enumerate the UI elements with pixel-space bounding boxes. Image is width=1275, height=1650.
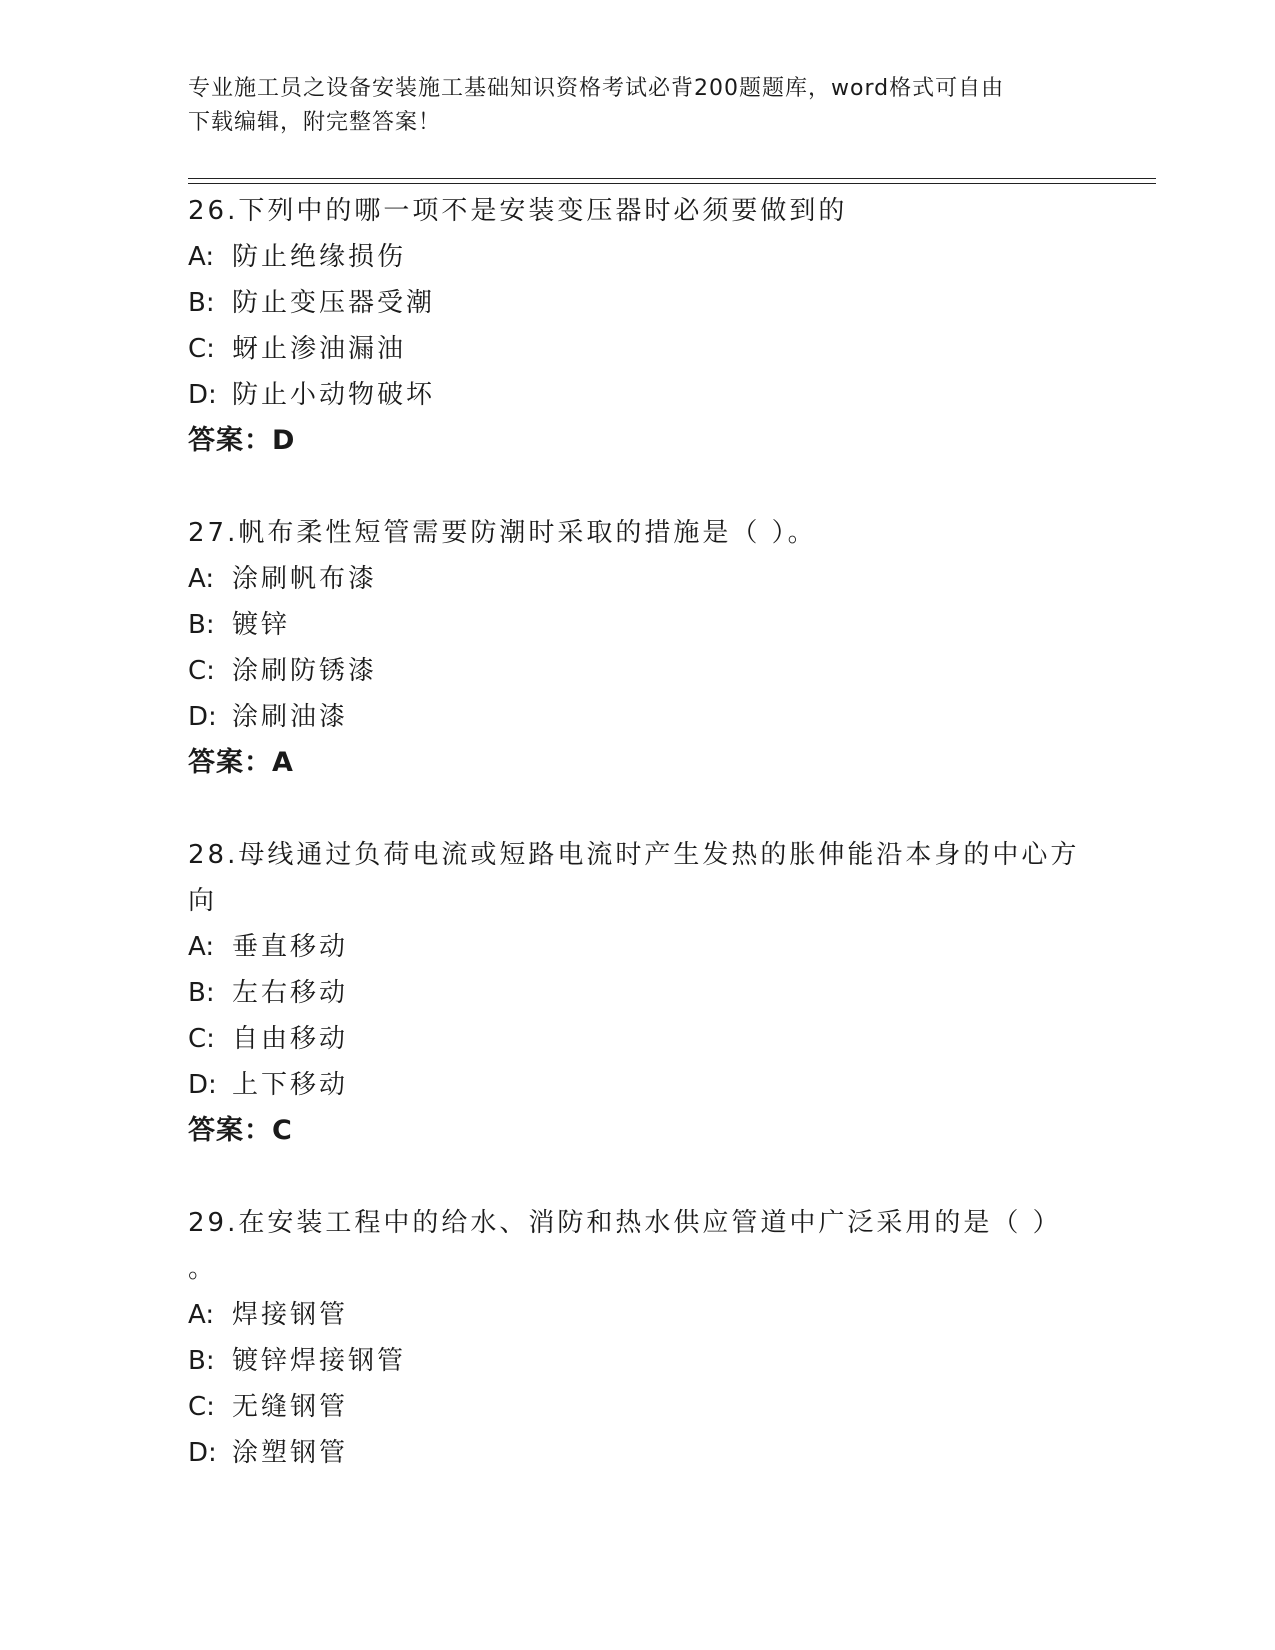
answer-line: 答案：A [188,747,294,778]
option-text: 镀锌 [232,610,291,640]
option-a [188,234,1108,280]
option-letter: A: [188,242,215,272]
option-letter: B: [188,610,215,640]
option-text: 涂刷帆布漆 [232,564,378,594]
question-stem: 26.下列中的哪一项不是安装变压器时必须要做到的 [188,196,848,226]
option-a [188,556,1108,602]
option-letter: C: [188,334,215,364]
option-d [188,372,1108,418]
option-letter: C: [188,1392,215,1422]
option-letter: A: [188,1300,215,1330]
option-letter: A: [188,564,215,594]
option-letter: D: [188,1438,217,1468]
option-text: 上下移动 [232,1070,349,1100]
question-27 [188,510,1108,786]
option-a [188,1292,1108,1338]
option-d [188,1430,1108,1476]
question-stem: 29.在安装工程中的给水、消防和热水供应管道中广泛采用的是（ ） [188,1208,1062,1238]
answer-line: 答案：C [188,1115,293,1146]
option-text: 镀锌焊接钢管 [232,1346,407,1376]
option-letter: B: [188,1346,215,1376]
option-c [188,648,1108,694]
question-stem-continuation: 。 [188,1254,215,1284]
option-text: 焊接钢管 [232,1300,349,1330]
header-line-2: 下载编辑，附完整答案！ [188,110,442,135]
question-stem-continuation: 向 [188,886,215,916]
question-list [188,188,1108,1476]
question-29 [188,1200,1108,1476]
option-b [188,970,1108,1016]
question-28 [188,832,1108,1154]
option-b [188,280,1108,326]
option-text: 左右移动 [232,978,349,1008]
question-spacer [188,464,1108,510]
option-c [188,1384,1108,1430]
header-divider-bottom [188,183,1156,184]
question-stem: 27.帆布柔性短管需要防潮时采取的措施是（ ）。 [188,518,817,548]
question-26 [188,188,1108,464]
option-b [188,1338,1108,1384]
header-line-1: 专业施工员之设备安装施工基础知识资格考试必背200题题库，word格式可自由 [188,76,1005,101]
option-text: 涂塑钢管 [232,1438,349,1468]
option-letter: D: [188,380,217,410]
option-text: 无缝钢管 [232,1392,349,1422]
option-letter: B: [188,978,215,1008]
question-spacer [188,786,1108,832]
option-letter: A: [188,932,215,962]
option-a [188,924,1108,970]
option-d [188,1062,1108,1108]
option-d [188,694,1108,740]
option-letter: D: [188,1070,217,1100]
option-text: 涂刷油漆 [232,702,349,732]
option-b [188,602,1108,648]
answer-line: 答案：D [188,425,296,456]
option-text: 防止变压器受潮 [232,288,436,318]
option-c [188,1016,1108,1062]
option-text: 蚜止渗油漏油 [232,334,407,364]
option-c [188,326,1108,372]
option-text: 垂直移动 [232,932,349,962]
option-text: 涂刷防锈漆 [232,656,378,686]
option-text: 防止绝缘损伤 [232,242,407,272]
header-divider-top [188,178,1156,179]
option-letter: C: [188,1024,215,1054]
option-letter: D: [188,702,217,732]
document-header [188,72,1068,140]
question-spacer [188,1154,1108,1200]
option-letter: C: [188,656,215,686]
option-letter: B: [188,288,215,318]
option-text: 自由移动 [232,1024,349,1054]
option-text: 防止小动物破坏 [232,380,436,410]
question-stem: 28.母线通过负荷电流或短路电流时产生发热的胀伸能沿本身的中心方 [188,840,1080,870]
